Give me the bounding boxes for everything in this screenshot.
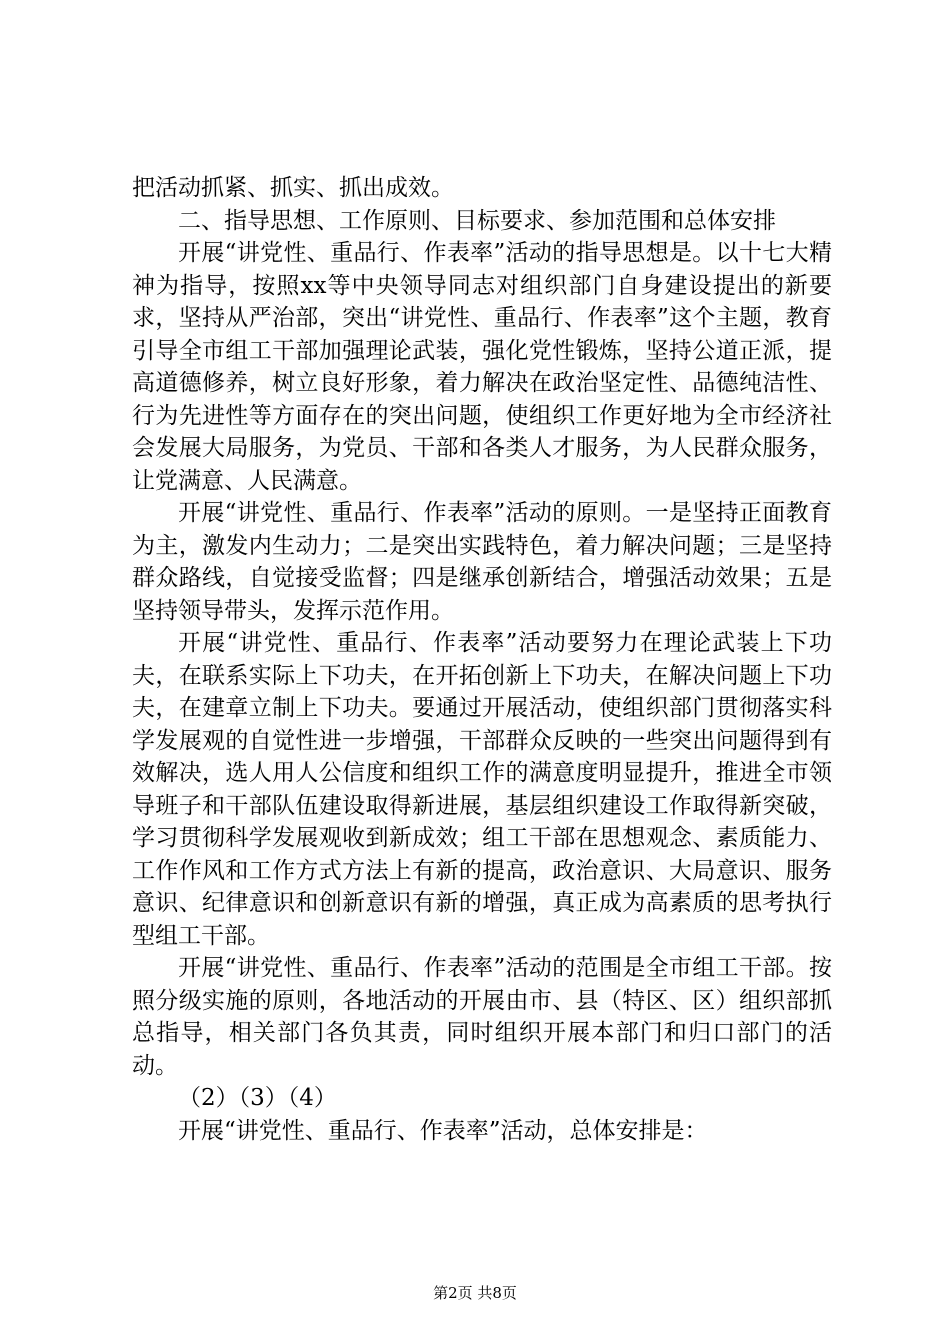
paragraph-arrangement: 开展“讲党性、重品行、作表率”活动，总体安排是： [178,1117,708,1144]
paragraph-1: 把活动抓紧、抓实、抓出成效。 [132,175,454,201]
paragraph-goals: 开展“讲党性、重品行、作表率”活动要努力在理论武装上下功夫，在联系实际上下功夫，在开拓创新上下功夫，在解决问题上下功夫，在建章立制上下功夫。要通过开展活动，使组织部门贯彻落实科学发展观的自觉性进一步增强，干部群众反映的一些突出问题得到有效解决，选人用人公信度和组织工作的满意度明显提升，推进全市领导班子和干部队伍建设取得新进展，基层组织建设工作取得新突破，学习贯彻科学发展观收到新成效；组工干部在思想观念、素质能力、工作作风和工作方式方法上有新的提高，政治意识、大局意识、服务意识、纪律意识和创新意识有新的增强，真正成为高素质的思考执行型组工干部。 [132,630,832,949]
document-body [132,172,832,1147]
paragraph-guiding-thought: 开展“讲党性、重品行、作表率”活动的指导思想是。以十七大精神为指导，按照xx等中央领导同志对组织部门自身建设提出的新要求，坚持从严治部，突出“讲党性、重品行、作表率”这个主题，教育引导全市组工干部加强理论武装，强化党性锻炼，坚持公道正派，提高道德修养，树立良好形象，着力解决在政治坚定性、品德纯洁性、行为先进性等方面存在的突出问题，使组织工作更好地为全市经济社会发展大局服务，为党员、干部和各类人才服务，为人民群众服务，让党满意、人民满意。 [132,240,832,494]
paragraph-numbering: （2）（3）（4） [178,1085,337,1111]
page-number-footer: 第2页 共8页 [433,1284,517,1302]
paragraph-principles: 开展“讲党性、重品行、作表率”活动的原则。一是坚持正面教育为主，激发内生动力；二是突出实践特色，着力解决问题；三是坚持群众路线，自觉接受监督；四是继承创新结合，增强活动效果；五是坚持领导带头，发挥示范作用。 [132,500,832,624]
section-heading: 二、指导思想、工作原则、目标要求、参加范围和总体安排 [178,207,776,234]
paragraph-scope: 开展“讲党性、重品行、作表率”活动的范围是全市组工干部。按照分级实施的原则，各地活动的开展由市、县（特区、区）组织部抓总指导，相关部门各负其责，同时组织开展本部门和归口部门的活动。 [132,955,832,1079]
